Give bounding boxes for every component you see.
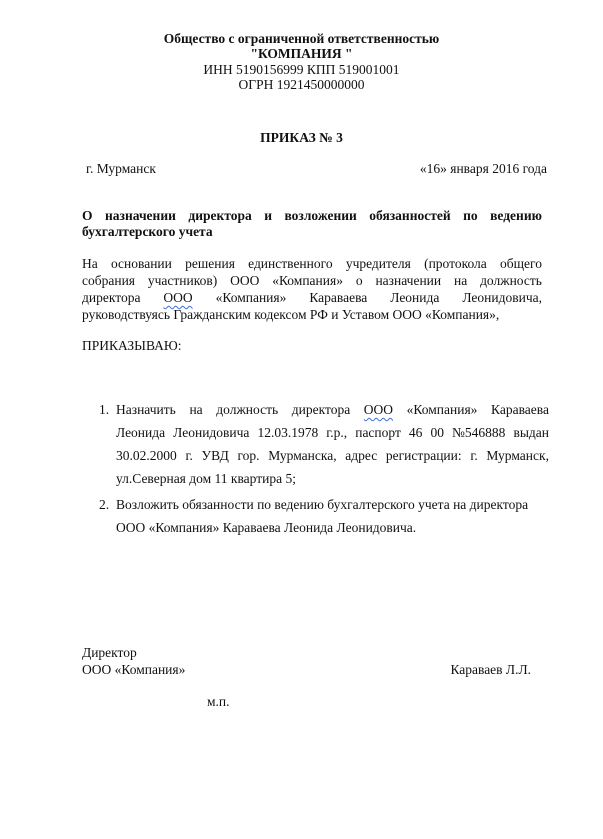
subject-line-2: бухгалтерского учета (82, 224, 213, 239)
signature-name: Караваев Л.Л. (450, 662, 531, 677)
item-2-line-1: Возложить обязанности по ведению бухгалтерского учета на директора (116, 497, 529, 512)
signature-company: ООО «Компания» (82, 662, 186, 677)
signature-position: Директор (82, 645, 137, 660)
preamble-line-1: На основании решения единственного учредителя (протокола общего (82, 256, 542, 271)
org-inn-kpp: ИНН 5190156999 КПП 519001001 (203, 62, 400, 77)
org-company-name: "КОМПАНИЯ " (250, 46, 353, 61)
order-date: «16» января 2016 года (419, 161, 547, 176)
item-1-line-2: Леонида Леонидовича 12.03.1978 г.р., паспорт 46 00 №546888 выдан (116, 425, 549, 440)
org-name: Общество с ограниченной ответственностью (163, 31, 440, 46)
preamble-line-2: собрания участников) ООО «Компания» о назначении на должность (82, 273, 542, 288)
preamble-line-3: директора ООО «Компания» Караваева Леонида Леонидовича, (82, 290, 542, 305)
order-word: ПРИКАЗЫВАЮ: (82, 338, 182, 353)
org-ogrn: ОГРН 1921450000000 (238, 77, 365, 92)
order-city: г. Мурманск (86, 161, 156, 176)
item-1-line-4: ул.Северная дом 11 квартира 5; (116, 471, 296, 486)
item-2-line-2: ООО «Компания» Караваева Леонида Леонидовича. (116, 520, 417, 535)
item-1-number: 1. (99, 402, 110, 417)
seal-mark: м.п. (207, 694, 230, 709)
order-title: ПРИКАЗ № 3 (260, 130, 343, 145)
preamble-line-4: руководствуясь Гражданским кодексом РФ и Уставом ООО «Компания», (82, 307, 500, 322)
item-1-line-1: Назначить на должность директора ООО «Компания» Караваева (116, 402, 549, 417)
item-1-line-3: 30.02.2000 г. УВД гор. Мурманска, адрес регистрации: г. Мурманск, (116, 448, 549, 463)
item-2-number: 2. (99, 497, 110, 512)
subject-line-1: О назначении директора и возложении обязанностей по ведению (82, 208, 542, 223)
